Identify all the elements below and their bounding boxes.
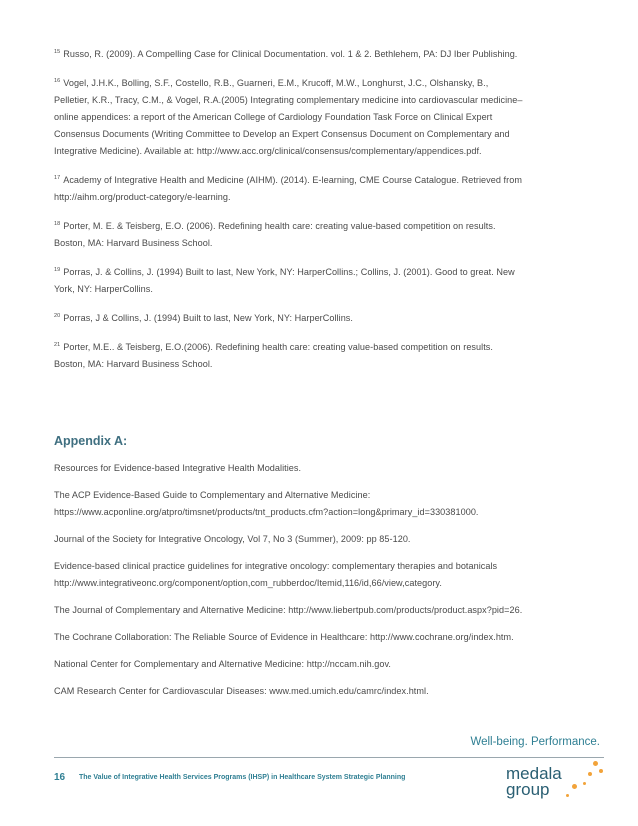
- logo-line-1: medala: [506, 764, 562, 783]
- logo-dot-icon: [588, 772, 592, 776]
- reference-number: 15: [54, 49, 61, 55]
- logo-line-2: group: [506, 780, 550, 799]
- reference-text: Porter, M.E.. & Teisberg, E.O.(2006). Redefining health care: creating value-based competition on results. Boston, MA: Harvard Business School.: [54, 342, 493, 369]
- reference-item: [54, 262, 524, 298]
- appendix-section: [54, 434, 524, 710]
- reference-item: [54, 170, 524, 206]
- appendix-paragraph: Resources for Evidence-based Integrative Health Modalities.: [54, 463, 302, 473]
- reference-number: 19: [54, 267, 61, 273]
- appendix-title: Appendix A:: [54, 434, 128, 448]
- logo-dot-icon: [572, 784, 577, 789]
- reference-item: [54, 308, 524, 327]
- logo-dot-icon: [583, 782, 586, 785]
- reference-item: [54, 216, 524, 252]
- reference-number: 18: [54, 221, 61, 227]
- footer-tagline: Well-being. Performance.: [470, 736, 600, 748]
- reference-number: 21: [54, 342, 61, 348]
- reference-item: [54, 44, 524, 63]
- logo-dot-icon: [599, 769, 603, 773]
- logo-dot-icon: [593, 761, 598, 766]
- reference-item: [54, 73, 524, 160]
- reference-number: 16: [54, 78, 61, 84]
- footer-divider: [54, 757, 604, 758]
- appendix-paragraph: CAM Research Center for Cardiovascular Diseases: www.med.umich.edu/camrc/index.html.: [54, 686, 429, 696]
- medala-group-logo: [506, 760, 606, 804]
- logo-wordmark: [506, 766, 562, 798]
- reference-text: Academy of Integrative Health and Medicine (AIHM). (2014). E-learning, CME Course Catalogue. Retrieved from http://aihm.org/product-category/e-learning.: [54, 175, 522, 202]
- appendix-paragraph: The ACP Evidence-Based Guide to Complementary and Alternative Medicine: https://www.acponline.org/atpro/timsnet/products/tnt_products.cfm?action=long&primary_id=330381000.: [54, 490, 479, 517]
- reference-number: 20: [54, 313, 61, 319]
- reference-list: [54, 44, 524, 383]
- footer-document-title: The Value of Integrative Health Services Programs (IHSP) in Healthcare System Strategic Planning: [79, 774, 406, 781]
- reference-number: 17: [54, 175, 61, 181]
- reference-text: Russo, R. (2009). A Compelling Case for Clinical Documentation. vol. 1 & 2. Bethlehem, PA: DJ Iber Publishing.: [63, 49, 518, 59]
- logo-dot-icon: [566, 794, 569, 797]
- reference-text: Vogel, J.H.K., Bolling, S.F., Costello, R.B., Guarneri, E.M., Krucoff, M.W., Longhurst, J.C., Olshansky, B., Pelletier, K.R., Tracy, C.M., & Vogel, R.A.(2005) Integrating complementary medicine into cardiovascular medicine–online appendices: a report of the American College of Cardiology Foundation Task Force on Clinical Expert Consensus Documents (Writing Committee to Develop an Expert Consensus Document on Complementary and Integrative Medicine). Available at: http://www.acc.org/clinical/consensus/complementary/appendices.pdf.: [54, 78, 523, 156]
- appendix-paragraph: Journal of the Society for Integrative Oncology, Vol 7, No 3 (Summer), 2009: pp 85-120.: [54, 534, 411, 544]
- reference-text: Porras, J. & Collins, J. (1994) Built to last, New York, NY: HarperCollins.; Collins, J. (2001). Good to great. New York, NY: HarperCollins.: [54, 267, 515, 294]
- reference-item: [54, 337, 524, 373]
- appendix-paragraph: National Center for Complementary and Alternative Medicine: http://nccam.nih.gov.: [54, 659, 391, 669]
- appendix-paragraph: The Journal of Complementary and Alternative Medicine: http://www.liebertpub.com/products/product.aspx?pid=26.: [54, 605, 523, 615]
- appendix-paragraph: The Cochrane Collaboration: The Reliable Source of Evidence in Healthcare: http://www.cochrane.org/index.htm.: [54, 632, 514, 642]
- reference-text: Porras, J & Collins, J. (1994) Built to last, New York, NY: HarperCollins.: [63, 313, 353, 323]
- reference-text: Porter, M. E. & Teisberg, E.O. (2006). Redefining health care: creating value-based competition on results. Boston, MA: Harvard Business School.: [54, 221, 496, 248]
- appendix-paragraph: Evidence-based clinical practice guidelines for integrative oncology: complementary therapies and botanicals http://www.integrativeonc.org/component/option,com_rubberdoc/Itemid,116/id,66/view,category.: [54, 561, 498, 588]
- page-number: 16: [54, 772, 66, 783]
